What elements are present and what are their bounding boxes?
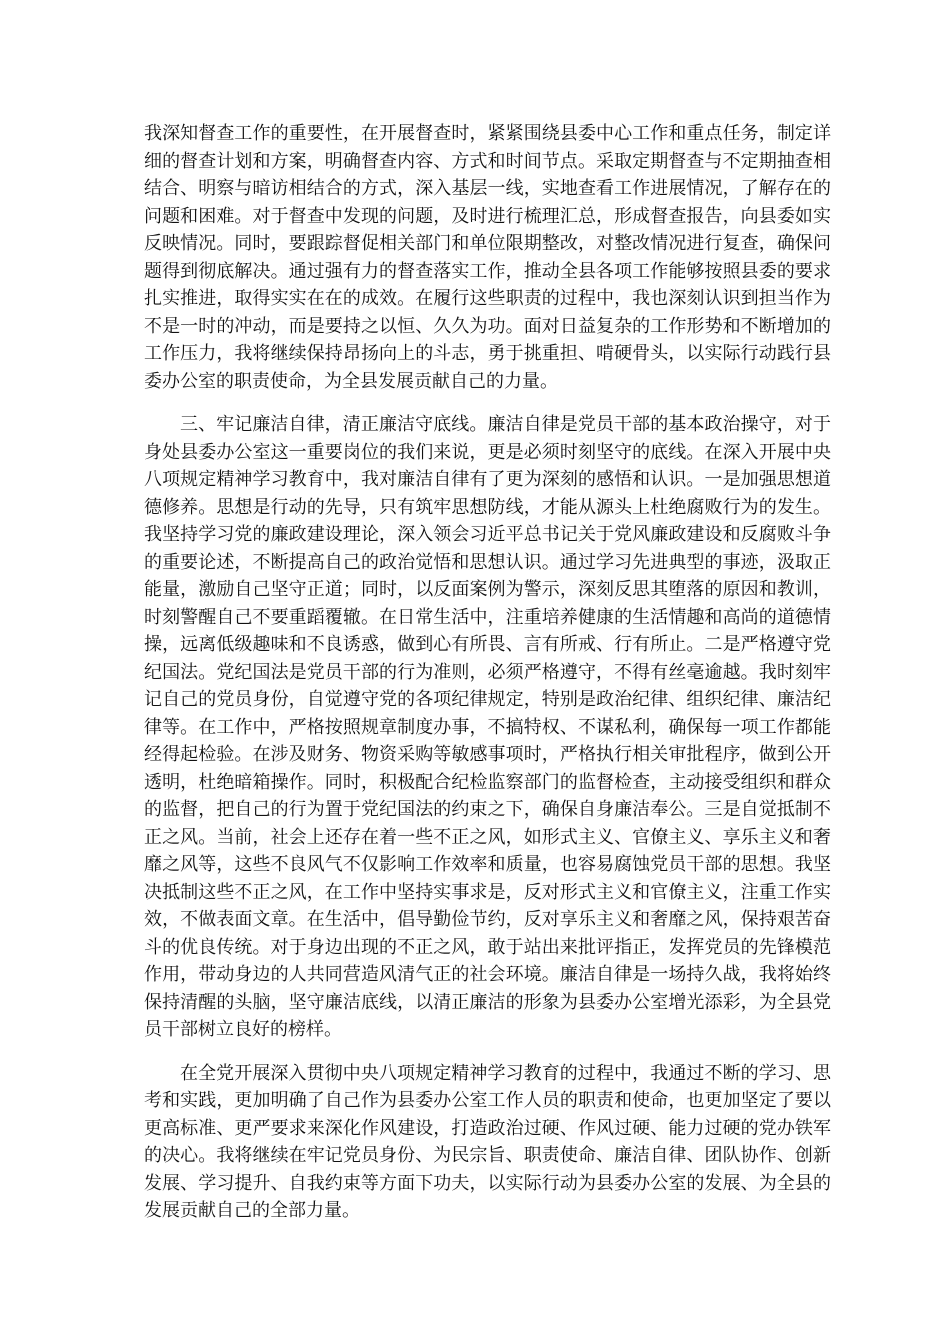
paragraph-conclusion: 在全党开展深入贯彻中央八项规定精神学习教育的过程中，我通过不断的学习、思考和实践，更加明确了自己作为县委办公室工作人员的职责和使命，也更加坚定了要以更高标准、更严要求来深化作风建设，打造政治过硬、作风过硬、能力过硬的党办铁军的决心。我将继续在牢记党员身份、为民宗旨、职责使命、廉洁自律、团队协作、创新发展、学习提升、自我约束等方面下功夫，以实际行动为县委办公室的发展、为全县的发展贡献自己的全部力量。 xyxy=(144,1062,831,1221)
paragraph-duty-supervision: 我深知督查工作的重要性，在开展督查时，紧紧围绕县委中心工作和重点任务，制定详细的督查计划和方案，明确督查内容、方式和时间节点。采取定期督查与不定期抽查相结合、明察与暗访相结合的方式，深入基层一线，实地查看工作进展情况，了解存在的问题和困难。对于督查中发现的问题，及时进行梳理汇总，形成督查报告，向县委如实反映情况。同时，要跟踪督促相关部门和单位限期整改，对整改情况进行复查，确保问题得到彻底解决。通过强有力的督查落实工作，推动全县各项工作能够按照县委的要求扎实推进，取得实实在在的成效。在履行这些职责的过程中，我也深刻认识到担当作为不是一时的冲动，而是要持之以恒、久久为功。面对日益复杂的工作形势和不断增加的工作压力，我将继续保持昂扬向上的斗志，勇于挑重担、啃硬骨头，以实际行动践行县委办公室的职责使命，为全县发展贡献自己的力量。 xyxy=(144,123,831,392)
document-page xyxy=(144,120,831,1241)
paragraph-integrity-self-discipline: 三、牢记廉洁自律，清正廉洁守底线。廉洁自律是党员干部的基本政治操守，对于身处县委办公室这一重要岗位的我们来说，更是必须时刻坚守的底线。在深入开展中央八项规定精神学习教育中，我对廉洁自律有了更为深刻的感悟和认识。一是加强思想道德修养。思想是行动的先导，只有筑牢思想防线，才能从源头上杜绝腐败行为的发生。我坚持学习党的廉政建设理论，深入领会习近平总书记关于党风廉政建设和反腐败斗争的重要论述，不断提高自己的政治觉悟和思想认识。通过学习先进典型的事迹，汲取正能量，激励自己坚守正道；同时，以反面案例为警示，深刻反思其堕落的原因和教训，时刻警醒自己不要重蹈覆辙。在日常生活中，注重培养健康的生活情趣和高尚的道德情操，远离低级趣味和不良诱惑，做到心有所畏、言有所戒、行有所止。二是严格遵守党纪国法。党纪国法是党员干部的行为准则，必须严格遵守，不得有丝毫逾越。我时刻牢记自己的党员身份，自觉遵守党的各项纪律规定，特别是政治纪律、组织纪律、廉洁纪律等。在工作中，严格按照规章制度办事，不搞特权、不谋私利，确保每一项工作都能经得起检验。在涉及财务、物资采购等敏感事项时，严格执行相关审批程序，做到公开透明，杜绝暗箱操作。同时，积极配合纪检监察部门的监督检查，主动接受组织和群众的监督，把自己的行为置于党纪国法的约束之下，确保自身廉洁奉公。三是自觉抵制不正之风。当前，社会上还存在着一些不正之风，如形式主义、官僚主义、享乐主义和奢靡之风等，这些不良风气不仅影响工作效率和质量，也容易腐蚀党员干部的思想。我坚决抵制这些不正之风，在工作中坚持实事求是，反对形式主义和官僚主义，注重工作实效，不做表面文章。在生活中，倡导勤俭节约，反对享乐主义和奢靡之风，保持艰苦奋斗的优良传统。对于身边出现的不正之风，敢于站出来批评指正，发挥党员的先锋模范作用，带动身边的人共同营造风清气正的社会环境。廉洁自律是一场持久战，我将始终保持清醒的头脑，坚守廉洁底线，以清正廉洁的形象为县委办公室增光添彩，为全县党员干部树立良好的榜样。 xyxy=(144,414,831,1040)
